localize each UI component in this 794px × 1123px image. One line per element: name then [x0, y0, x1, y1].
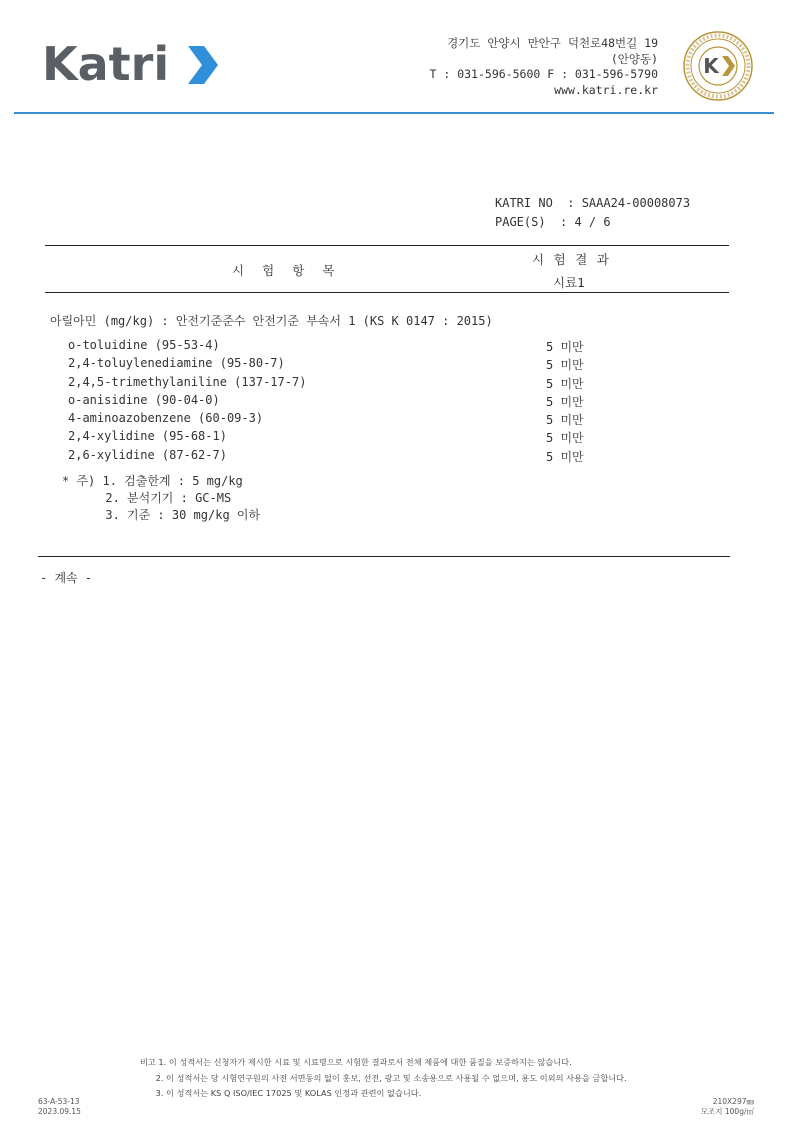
form-date: 2023.09.15 [38, 1107, 81, 1116]
phone-fax: T : 031-596-5600 F : 031-596-5790 [429, 67, 658, 81]
table-row [68, 356, 628, 374]
result-value: 5 미만 [546, 431, 584, 446]
seal-letter: K [703, 54, 719, 78]
paper-spec [701, 1097, 754, 1117]
address-line-1: 경기도 안양시 만안구 덕천로48번길 19 [447, 36, 658, 50]
table-row [68, 411, 628, 429]
remark-line: 비고 1. 이 성적서는 신청자가 제시한 시료 및 시료명으로 시험한 결과로서 전체 제품에 대한 품질을 보증하지는 않습니다. [140, 1057, 572, 1067]
page-count: PAGE(S) : 4 / 6 [495, 215, 611, 229]
substance-name: 2,4,5-trimethylaniline (137-17-7) [68, 374, 307, 389]
table-row [68, 375, 628, 393]
remark-line: 2. 이 성적서는 당 시험연구원의 사전 서면동의 없이 홍보, 선전, 광고 및 소송용으로 사용될 수 없으며, 용도 이외의 사용을 금합니다. [140, 1072, 627, 1083]
column-header-test-item: 시 험 항 목 [232, 263, 336, 278]
table-row [68, 429, 628, 447]
substance-name: 2,6-xylidine (87-62-7) [68, 447, 227, 462]
paper-size: 210X297㎜ [712, 1097, 754, 1106]
header-divider [14, 112, 774, 114]
column-header-test-result: 시 험 결 과 [532, 252, 610, 267]
results-list [68, 338, 628, 466]
document-info [495, 194, 690, 232]
continued-marker: - 계속 - [40, 571, 93, 585]
katri-logo-text: Katri [42, 37, 170, 91]
remark-line: 3. 이 성적서는 KS Q ISO/IEC 17025 및 KOLAS 인정과 관련이 없습니다. [140, 1088, 422, 1098]
result-value: 5 미만 [546, 340, 584, 354]
footer-remarks [140, 1055, 627, 1102]
form-number: 63-A-53-13 [38, 1097, 80, 1106]
result-value: 5 미만 [546, 413, 584, 428]
table-row [68, 393, 628, 411]
address-line-2: (안양동) [610, 51, 658, 66]
institute-address [430, 36, 658, 98]
note-line: * 주) 1. 검출한계 : 5 mg/kg [62, 474, 243, 488]
logo-chevron-icon [184, 44, 220, 86]
substance-name: o-toluidine (95-53-4) [68, 338, 220, 352]
column-header-sample: 시료1 [553, 275, 585, 290]
website: www.katri.re.kr [554, 82, 658, 97]
table-top-rule [45, 245, 729, 246]
result-value: 5 미만 [546, 394, 584, 409]
substance-name: 2,4-toluylenediamine (95-80-7) [68, 356, 285, 371]
accreditation-seal-icon [682, 30, 754, 102]
table-bottom-rule [38, 556, 730, 557]
substance-name: 4-aminoazobenzene (60-09-3) [68, 411, 264, 426]
paper-type: 모조지 100g/㎡ [700, 1107, 754, 1116]
note-line: 3. 기준 : 30 mg/kg 이하 [62, 508, 261, 522]
result-value: 5 미만 [546, 376, 584, 391]
notes [62, 473, 260, 524]
result-value: 5 미만 [546, 358, 584, 373]
table-header-rule [45, 292, 729, 293]
table-row [68, 338, 628, 356]
substance-name: 2,4-xylidine (95-68-1) [68, 429, 227, 444]
report-number: KATRI NO : SAAA24-00008073 [495, 196, 691, 210]
result-value: 5 미만 [546, 449, 584, 464]
substance-name: o-anisidine (90-04-0) [68, 392, 220, 407]
note-line: 2. 분석기기 : GC-MS [62, 491, 232, 505]
table-row [68, 448, 628, 466]
form-code [38, 1097, 81, 1117]
section-title: 아릴아민 (mg/kg) : 안전기준준수 안전기준 부속서 1 (KS K 0147 : 2015) [50, 314, 493, 328]
